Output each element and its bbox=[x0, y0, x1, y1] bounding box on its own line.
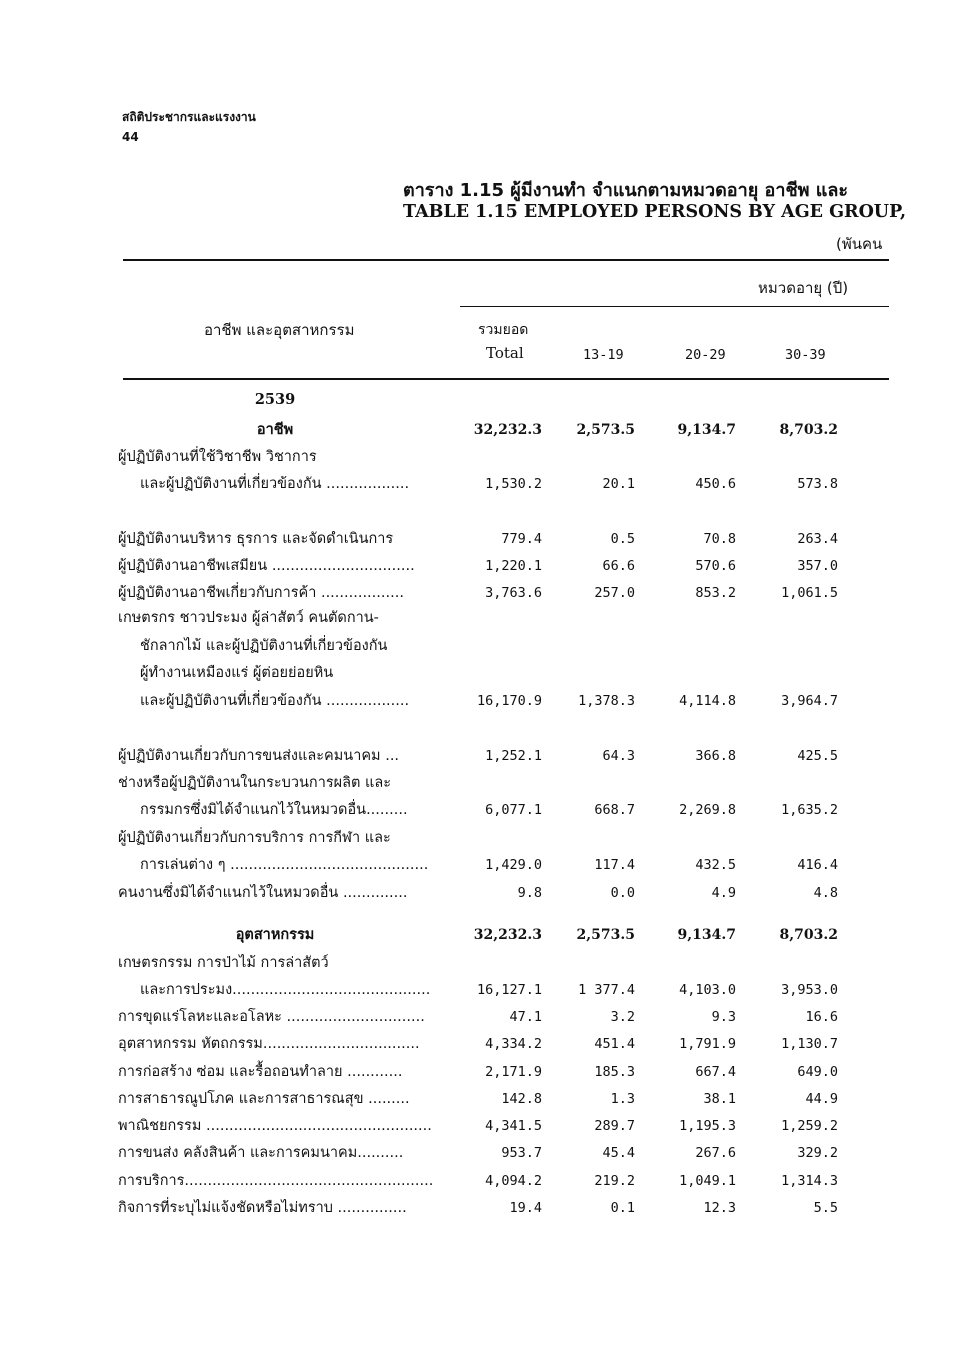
table-row bbox=[0, 387, 966, 413]
page-number: 44 bbox=[122, 130, 139, 144]
cell-value: 450.6 bbox=[695, 476, 736, 492]
cell-value: 2,269.8 bbox=[679, 802, 736, 818]
table-row bbox=[0, 852, 966, 878]
cell-value: 117.4 bbox=[594, 857, 635, 873]
row-label: ผู้ปฏิบัติงานที่ใช้วิชาชีพ วิชาการ bbox=[118, 449, 317, 465]
row-label: อุตสาหกรรม หัตถกรรม.................................. bbox=[118, 1036, 420, 1052]
cell-value: 16,127.1 bbox=[476, 982, 542, 998]
row-label: การขนส่ง คลังสินค้า และการคมนาคม.......... bbox=[118, 1145, 404, 1161]
row-label: อาชีพ bbox=[256, 422, 294, 438]
cell-value: 4,094.2 bbox=[485, 1173, 542, 1189]
cell-value: 1,061.5 bbox=[781, 585, 838, 601]
table-row bbox=[0, 797, 966, 823]
cell-value: 329.2 bbox=[797, 1145, 838, 1161]
cell-value: 4,334.2 bbox=[485, 1036, 542, 1052]
cell-value: 667.4 bbox=[695, 1064, 736, 1080]
table-row bbox=[0, 660, 966, 686]
cell-value: 267.6 bbox=[695, 1145, 736, 1161]
table-row bbox=[0, 633, 966, 659]
cell-value: 416.4 bbox=[797, 857, 838, 873]
row-label: อุตสาหกรรม bbox=[235, 927, 315, 943]
row-label: ผู้ทำงานเหมืองแร่ ผู้ต่อยย่อยหิน bbox=[140, 665, 334, 681]
table-row bbox=[0, 1031, 966, 1057]
row-label: ชักลากไม้ และผู้ปฏิบัติงานที่เกี่ยวข้องกัน bbox=[140, 638, 388, 654]
cell-value: 425.5 bbox=[797, 748, 838, 764]
cell-value: 649.0 bbox=[797, 1064, 838, 1080]
table-title-thai: ตาราง 1.15 ผู้มีงานทำ จำแนกตามหมวดอายุ อาชีพ และ bbox=[403, 180, 849, 201]
cell-value: 3,953.0 bbox=[781, 982, 838, 998]
cell-value: 1,314.3 bbox=[781, 1173, 838, 1189]
row-label: การบริการ...................................................... bbox=[118, 1173, 434, 1189]
cell-value: 4.9 bbox=[711, 885, 736, 901]
table-row bbox=[0, 743, 966, 769]
cell-value: 64.3 bbox=[602, 748, 635, 764]
cell-value: 570.6 bbox=[695, 558, 736, 574]
cell-value: 3,763.6 bbox=[485, 585, 542, 601]
cell-value: 9,134.7 bbox=[677, 422, 736, 438]
cell-value: 70.8 bbox=[703, 531, 736, 547]
cell-value: 1,530.2 bbox=[485, 476, 542, 492]
cell-value: 451.4 bbox=[594, 1036, 635, 1052]
cell-value: 45.4 bbox=[602, 1145, 635, 1161]
row-label: กิจการที่ระบุไม่แจ้งชัดหรือไม่ทราบ ............... bbox=[118, 1200, 407, 1216]
cell-value: 20.1 bbox=[602, 476, 635, 492]
cell-value: 2,573.5 bbox=[576, 422, 635, 438]
cell-value: 668.7 bbox=[594, 802, 635, 818]
cell-value: 9,134.7 bbox=[677, 927, 736, 943]
table-row bbox=[0, 444, 966, 470]
table-row bbox=[0, 553, 966, 579]
cell-value: 142.8 bbox=[501, 1091, 542, 1107]
cell-value: 1,635.2 bbox=[781, 802, 838, 818]
row-label: และการประมง........................................... bbox=[140, 982, 431, 998]
row-label: เกษตรกร ชาวประมง ผู้ล่าสัตว์ คนตัดกาน- bbox=[118, 610, 379, 626]
row-label: กรรมกรซึ่งมิได้จำแนกไว้ในหมวดอื่น......... bbox=[140, 802, 408, 818]
cell-value: 2,573.5 bbox=[576, 927, 635, 943]
cell-value: 8,703.2 bbox=[779, 422, 838, 438]
cell-value: 47.1 bbox=[509, 1009, 542, 1025]
cell-value: 66.6 bbox=[602, 558, 635, 574]
table-row bbox=[0, 950, 966, 976]
cell-value: 44.9 bbox=[805, 1091, 838, 1107]
col-header-30-39: 30-39 bbox=[785, 347, 826, 363]
row-label: ผู้ปฏิบัติงานอาชีพเสมียน ............................... bbox=[118, 558, 415, 574]
cell-value: 289.7 bbox=[594, 1118, 635, 1134]
table-row bbox=[0, 1168, 966, 1194]
table-row bbox=[0, 688, 966, 714]
cell-value: 257.0 bbox=[594, 585, 635, 601]
cell-value: 779.4 bbox=[501, 531, 542, 547]
row-label: ผู้ปฏิบัติงานเกี่ยวกับการขนส่งและคมนาคม ... bbox=[118, 748, 400, 764]
cell-value: 1 377.4 bbox=[578, 982, 635, 998]
cell-value: 32,232.3 bbox=[473, 422, 542, 438]
row-label: การขุดแร่โลหะและอโลหะ .............................. bbox=[118, 1009, 425, 1025]
row-label: การเล่นต่าง ๆ ........................................... bbox=[140, 857, 429, 873]
col-header-20-29: 20-29 bbox=[685, 347, 726, 363]
cell-value: 32,232.3 bbox=[473, 927, 542, 943]
header-bottom-rule bbox=[123, 378, 889, 380]
cell-value: 12.3 bbox=[703, 1200, 736, 1216]
table-row bbox=[0, 922, 966, 948]
cell-value: 1,130.7 bbox=[781, 1036, 838, 1052]
table-row bbox=[0, 471, 966, 497]
cell-value: 9.3 bbox=[711, 1009, 736, 1025]
table-row bbox=[0, 977, 966, 1003]
table-row bbox=[0, 1004, 966, 1030]
table-title-english: TABLE 1.15 EMPLOYED PERSONS BY AGE GROUP, bbox=[403, 202, 907, 222]
row-label: พาณิชยกรรม ................................................. bbox=[118, 1118, 432, 1134]
cell-value: 219.2 bbox=[594, 1173, 635, 1189]
row-label: คนงานซึ่งมิได้จำแนกไว้ในหมวดอื่น .............. bbox=[118, 885, 408, 901]
cell-value: 1,791.9 bbox=[679, 1036, 736, 1052]
cell-value: 1,252.1 bbox=[485, 748, 542, 764]
cell-value: 953.7 bbox=[501, 1145, 542, 1161]
cell-value: 3.2 bbox=[610, 1009, 635, 1025]
cell-value: 1,259.2 bbox=[781, 1118, 838, 1134]
row-label: ผู้ปฏิบัติงานเกี่ยวกับการบริการ การกีฬา และ bbox=[118, 830, 391, 846]
cell-value: 0.1 bbox=[610, 1200, 635, 1216]
table-row bbox=[0, 880, 966, 906]
table-row bbox=[0, 1140, 966, 1166]
table-row bbox=[0, 1195, 966, 1221]
cell-value: 4,341.5 bbox=[485, 1118, 542, 1134]
table-row bbox=[0, 1086, 966, 1112]
total-header-english: Total bbox=[486, 344, 524, 362]
row-label: 2539 bbox=[254, 391, 296, 408]
stub-header: อาชีพ และอุตสาหกรรม bbox=[204, 321, 355, 339]
top-rule bbox=[123, 259, 889, 261]
cell-value: 366.8 bbox=[695, 748, 736, 764]
cell-value: 2,171.9 bbox=[485, 1064, 542, 1080]
cell-value: 4,103.0 bbox=[679, 982, 736, 998]
table-row bbox=[0, 580, 966, 606]
cell-value: 1,049.1 bbox=[679, 1173, 736, 1189]
row-label: เกษตรกรรม การป่าไม้ การล่าสัตว์ bbox=[118, 955, 329, 971]
cell-value: 573.8 bbox=[797, 476, 838, 492]
cell-value: 5.5 bbox=[813, 1200, 838, 1216]
cell-value: 357.0 bbox=[797, 558, 838, 574]
age-group-rule bbox=[460, 306, 889, 307]
cell-value: 16,170.9 bbox=[476, 693, 542, 709]
table-row bbox=[0, 770, 966, 796]
cell-value: 6,077.1 bbox=[485, 802, 542, 818]
cell-value: 0.5 bbox=[610, 531, 635, 547]
cell-value: 1,378.3 bbox=[578, 693, 635, 709]
cell-value: 1,220.1 bbox=[485, 558, 542, 574]
cell-value: 19.4 bbox=[509, 1200, 542, 1216]
col-header-13-19: 13-19 bbox=[583, 347, 624, 363]
row-label: และผู้ปฏิบัติงานที่เกี่ยวข้องกัน .................. bbox=[140, 693, 410, 709]
cell-value: 185.3 bbox=[594, 1064, 635, 1080]
cell-value: 3,964.7 bbox=[781, 693, 838, 709]
cell-value: 1.3 bbox=[610, 1091, 635, 1107]
row-label: ผู้ปฏิบัติงานบริหาร ธุรการ และจัดดำเนินการ bbox=[118, 531, 394, 547]
cell-value: 38.1 bbox=[703, 1091, 736, 1107]
cell-value: 4.8 bbox=[813, 885, 838, 901]
cell-value: 853.2 bbox=[695, 585, 736, 601]
cell-value: 16.6 bbox=[805, 1009, 838, 1025]
table-row bbox=[0, 526, 966, 552]
row-label: และผู้ปฏิบัติงานที่เกี่ยวข้องกัน .................. bbox=[140, 476, 410, 492]
book-title: สถิติประชากรและแรงงาน bbox=[122, 110, 256, 124]
cell-value: 1,195.3 bbox=[679, 1118, 736, 1134]
row-label: ผู้ปฏิบัติงานอาชีพเกี่ยวกับการค้า .................. bbox=[118, 585, 404, 601]
table-row bbox=[0, 1059, 966, 1085]
table-row bbox=[0, 1113, 966, 1139]
row-label: การก่อสร้าง ซ่อม และรื้อถอนทำลาย ............ bbox=[118, 1064, 403, 1080]
cell-value: 4,114.8 bbox=[679, 693, 736, 709]
cell-value: 8,703.2 bbox=[779, 927, 838, 943]
cell-value: 263.4 bbox=[797, 531, 838, 547]
row-label: การสาธารณูปโภค และการสาธารณสุข ......... bbox=[118, 1091, 410, 1107]
row-label: ช่างหรือผู้ปฏิบัติงานในกระบวนการผลิต และ bbox=[118, 775, 392, 791]
cell-value: 1,429.0 bbox=[485, 857, 542, 873]
age-group-header: หมวดอายุ (ปี) bbox=[758, 279, 849, 297]
unit-label: (พันคน bbox=[836, 235, 883, 253]
table-row bbox=[0, 417, 966, 443]
total-header-thai: รวมยอด bbox=[478, 322, 529, 338]
cell-value: 9.8 bbox=[517, 885, 542, 901]
table-row bbox=[0, 605, 966, 631]
table-row bbox=[0, 825, 966, 851]
cell-value: 0.0 bbox=[610, 885, 635, 901]
cell-value: 432.5 bbox=[695, 857, 736, 873]
